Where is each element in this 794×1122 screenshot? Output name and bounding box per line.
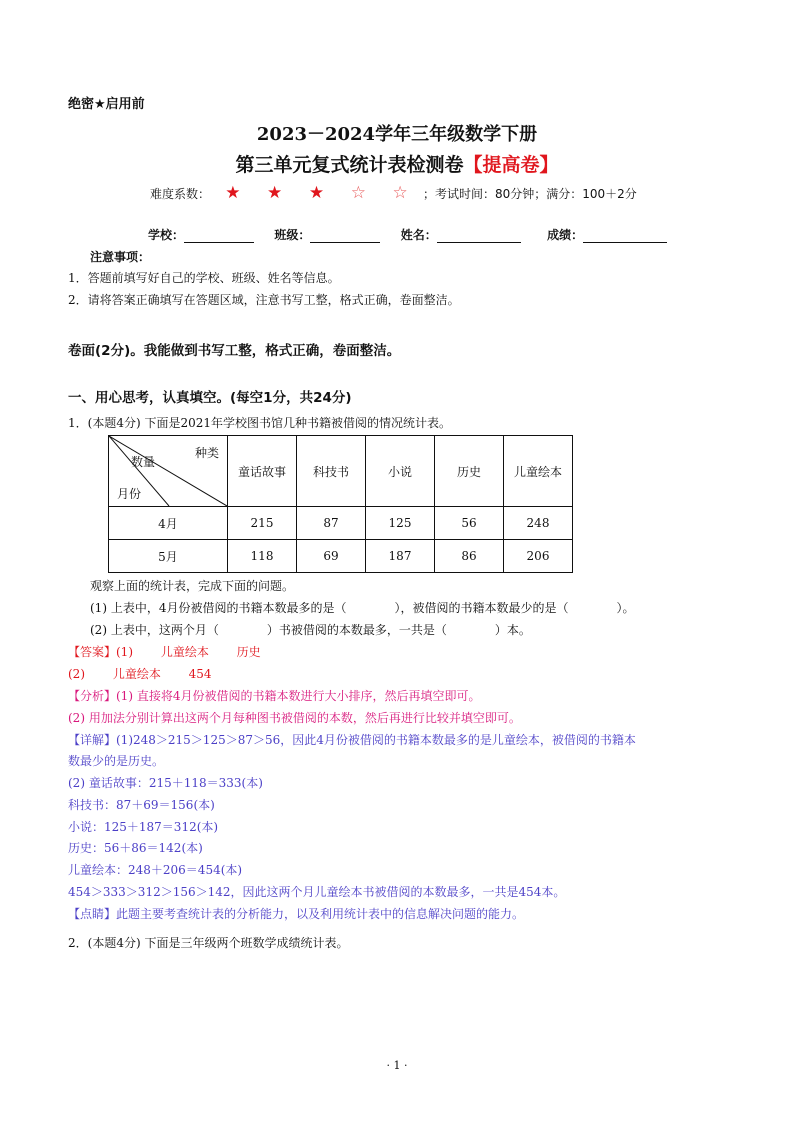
column-header: 小说 bbox=[366, 436, 435, 507]
detail-line: 454＞333＞312＞156＞142，因此这两个月儿童绘本书被借阅的本数最多，一共是454本。 bbox=[68, 885, 566, 899]
row-label: 5月 bbox=[109, 540, 228, 573]
exam-meta bbox=[150, 183, 637, 203]
section-heading: 一、用心思考，认真填空。(每空1分，共24分) bbox=[68, 390, 352, 406]
corner-category-label: 种类 bbox=[194, 446, 219, 460]
observe-instruction: 观察上面的统计表，完成下面的问题。 bbox=[90, 579, 295, 593]
table-cell: 118 bbox=[228, 540, 297, 573]
table-cell: 86 bbox=[435, 540, 504, 573]
subtitle-tag: 【提高卷】 bbox=[463, 154, 559, 176]
corner-month-label: 月份 bbox=[117, 487, 142, 501]
statistics-table bbox=[108, 435, 573, 573]
table-row bbox=[109, 507, 573, 540]
detail-line: 历史：56＋86＝142(本) bbox=[68, 841, 203, 855]
score-field[interactable] bbox=[583, 228, 667, 243]
table-cell: 69 bbox=[297, 540, 366, 573]
corner-quantity-label: 数量 bbox=[131, 455, 156, 469]
table-cell: 187 bbox=[366, 540, 435, 573]
analysis-line: 【分析】(1) 直接将4月份被借阅的书籍本数进行大小排序，然后再填空即可。 bbox=[68, 689, 481, 703]
difficulty-label: 难度系数： bbox=[150, 187, 211, 201]
detail-line: 小说：125＋187＝312(本) bbox=[68, 820, 219, 834]
table-cell: 56 bbox=[435, 507, 504, 540]
column-header: 儿童绘本 bbox=[504, 436, 573, 507]
star-icon: ★ bbox=[225, 183, 241, 203]
school-label: 学校： bbox=[148, 228, 185, 242]
page-subtitle bbox=[0, 150, 794, 177]
comment-line: 【点睛】此题主要考查统计表的分析能力，以及利用统计表中的信息解决问题的能力。 bbox=[68, 907, 525, 921]
answer-line: 【答案】(1) 儿童绘本 历史 bbox=[68, 645, 261, 659]
row-label: 4月 bbox=[109, 507, 228, 540]
star-icon: ★ bbox=[267, 183, 283, 203]
star-outline-icon: ☆ bbox=[350, 183, 366, 203]
detail-line: (2) 童话故事：215＋118＝333(本) bbox=[68, 776, 263, 790]
name-label: 姓名： bbox=[400, 228, 437, 242]
table-cell: 125 bbox=[366, 507, 435, 540]
student-info-row bbox=[148, 226, 667, 243]
star-outline-icon: ☆ bbox=[392, 183, 408, 203]
answer-line: (2) 儿童绘本 454 bbox=[68, 667, 212, 681]
notice-item: 1．答题前填写好自己的学校、班级、姓名等信息。 bbox=[68, 271, 340, 285]
table-cell: 248 bbox=[504, 507, 573, 540]
table-cell: 87 bbox=[297, 507, 366, 540]
confidential-label: 绝密★启用前 bbox=[68, 97, 145, 112]
table-cell: 206 bbox=[504, 540, 573, 573]
notice-item: 2．请将答案正确填写在答题区域，注意书写工整，格式正确，卷面整洁。 bbox=[68, 293, 460, 307]
question-stem: 1．(本题4分) 下面是2021年学校图书馆几种书籍被借阅的情况统计表。 bbox=[68, 416, 451, 430]
table-cell: 215 bbox=[228, 507, 297, 540]
table-row bbox=[109, 540, 573, 573]
page-number: · 1 · bbox=[386, 1059, 408, 1072]
question-stem: 2．(本题4分) 下面是三年级两个班数学成绩统计表。 bbox=[68, 936, 349, 950]
detail-line: 儿童绘本：248＋206＝454(本) bbox=[68, 863, 243, 877]
sub-question-2: (2) 上表中，这两个月（ ）书被借阅的本数最多，一共是（ ）本。 bbox=[90, 623, 531, 637]
detail-line: 科技书：87＋69＝156(本) bbox=[68, 798, 215, 812]
sub-question-1: (1) 上表中，4月份被借阅的书籍本数最多的是（ ），被借阅的书籍本数最少的是（ ）。 bbox=[90, 601, 635, 615]
column-header: 历史 bbox=[435, 436, 504, 507]
school-field[interactable] bbox=[184, 228, 254, 243]
score-label: 成绩： bbox=[547, 228, 584, 242]
table-corner-header bbox=[109, 436, 228, 507]
star-icon: ★ bbox=[308, 183, 325, 203]
detail-line: 【详解】(1)248＞215＞125＞87＞56，因此4月份被借阅的书籍本数最多的是儿童绘本，被借阅的书籍本 bbox=[68, 733, 636, 747]
name-field[interactable] bbox=[437, 228, 521, 243]
subtitle-main: 第三单元复式统计表检测卷 bbox=[235, 154, 464, 176]
column-header: 科技书 bbox=[297, 436, 366, 507]
column-header: 童话故事 bbox=[228, 436, 297, 507]
class-field[interactable] bbox=[310, 228, 380, 243]
detail-line: 数最少的是历史。 bbox=[68, 754, 165, 768]
page-title: 2023－2024学年三年级数学下册 bbox=[256, 124, 538, 145]
neatness-section: 卷面(2分)。我能做到书写工整，格式正确，卷面整洁。 bbox=[68, 343, 401, 359]
analysis-line: (2) 用加法分别计算出这两个月每种图书被借阅的本数，然后再进行比较并填空即可。 bbox=[68, 711, 521, 725]
notice-title: 注意事项： bbox=[90, 250, 151, 264]
exam-time-score: ；考试时间：80分钟；满分：100＋2分 bbox=[422, 187, 637, 201]
class-label: 班级： bbox=[274, 228, 311, 242]
